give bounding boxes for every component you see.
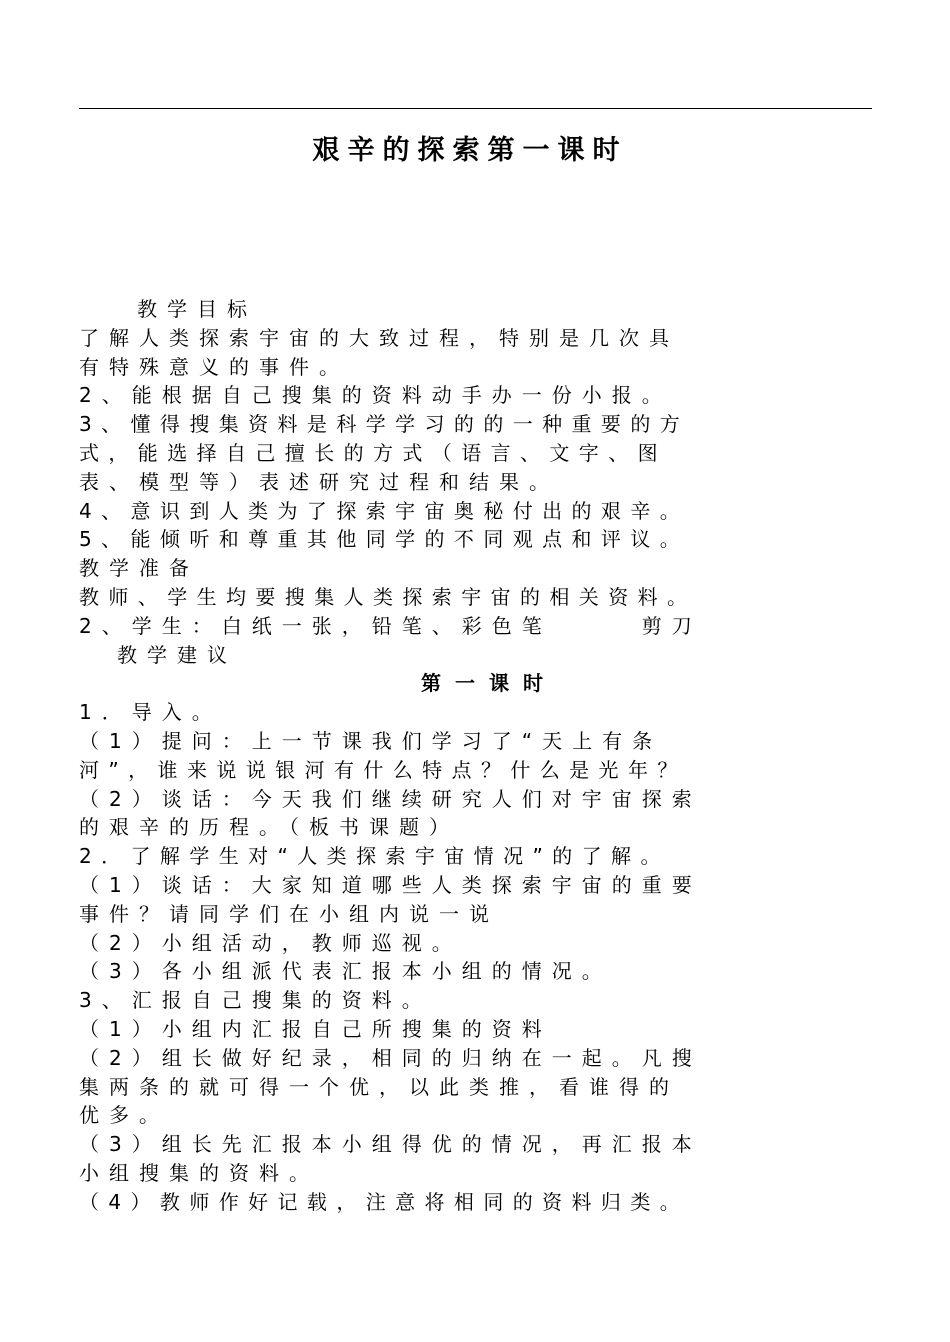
text-line: 1．导入。 [79,700,222,725]
document-title: 艰辛的探索第一课时 [312,135,628,166]
section-heading-suggestions: 教学建议 [117,642,237,667]
text-line: 表、模型等）表述研究过程和结果。 [79,469,559,494]
text-line: 3、汇报自己搜集的资料。 [79,988,432,1013]
text-line: 2．了解学生对“人类探索宇宙情况”的了解。 [79,844,670,869]
text-line: 了解人类探索宇宙的大致过程，特别是几次具 [79,325,679,350]
text-line: 河”，谁来说说银河有什么特点？什么是光年？ [79,757,687,782]
text-line: 2、学生：白纸一张，铅笔、彩色笔 剪刀 [79,613,702,638]
text-line: （1）提问：上一节课我们学习了“天上有条 [79,728,663,753]
text-line: （4）教师作好记载，注意将相同的资料归类。 [79,1189,690,1214]
section-heading-preparation: 教学准备 [79,556,199,581]
lesson-heading: 第一课时 [421,671,557,696]
text-line: 5、能倾听和尊重其他同学的不同观点和评议。 [79,527,690,552]
text-line: （2）组长做好纪录，相同的归纳在一起。凡搜 [79,1045,702,1070]
text-line: 集两条的就可得一个优，以此类推，看谁得的 [79,1074,679,1099]
text-line: 有特殊意义的事件。 [79,354,349,379]
text-line: （3）组长先汇报本小组得优的情况，再汇报本 [79,1132,702,1157]
text-line: 的艰辛的历程。（板书课题） [79,815,459,840]
text-line: 4、意识到人类为了探索宇宙奥秘付出的艰辛。 [79,498,690,523]
text-line: 2、能根据自己搜集的资料动手办一份小报。 [79,383,672,408]
header-rule [79,108,872,109]
text-line: （3）各小组派代表汇报本小组的情况。 [79,959,612,984]
text-line: 教师、学生均要搜集人类探索宇宙的相关资料。 [79,584,697,609]
text-line: 事件？请同学们在小组内说一说 [79,901,499,926]
document-body [79,295,869,1217]
text-line: 优多。 [79,1103,169,1128]
text-line: （2）谈话：今天我们继续研究人们对宇宙探索 [79,786,702,811]
text-line: （2）小组活动，教师巡视。 [79,930,462,955]
text-line: （1）小组内汇报自己所搜集的资料 [79,1016,552,1041]
text-line: （1）谈话：大家知道哪些人类探索宇宙的重要 [79,872,702,897]
text-line: 小组搜集的资料。 [79,1160,319,1185]
text-line: 式，能选择自己擅长的方式（语言、文字、图 [79,440,667,465]
section-heading-objectives: 教学目标 [137,297,257,321]
text-line: 3、懂得搜集资料是科学学习的的一种重要的方 [79,412,690,437]
